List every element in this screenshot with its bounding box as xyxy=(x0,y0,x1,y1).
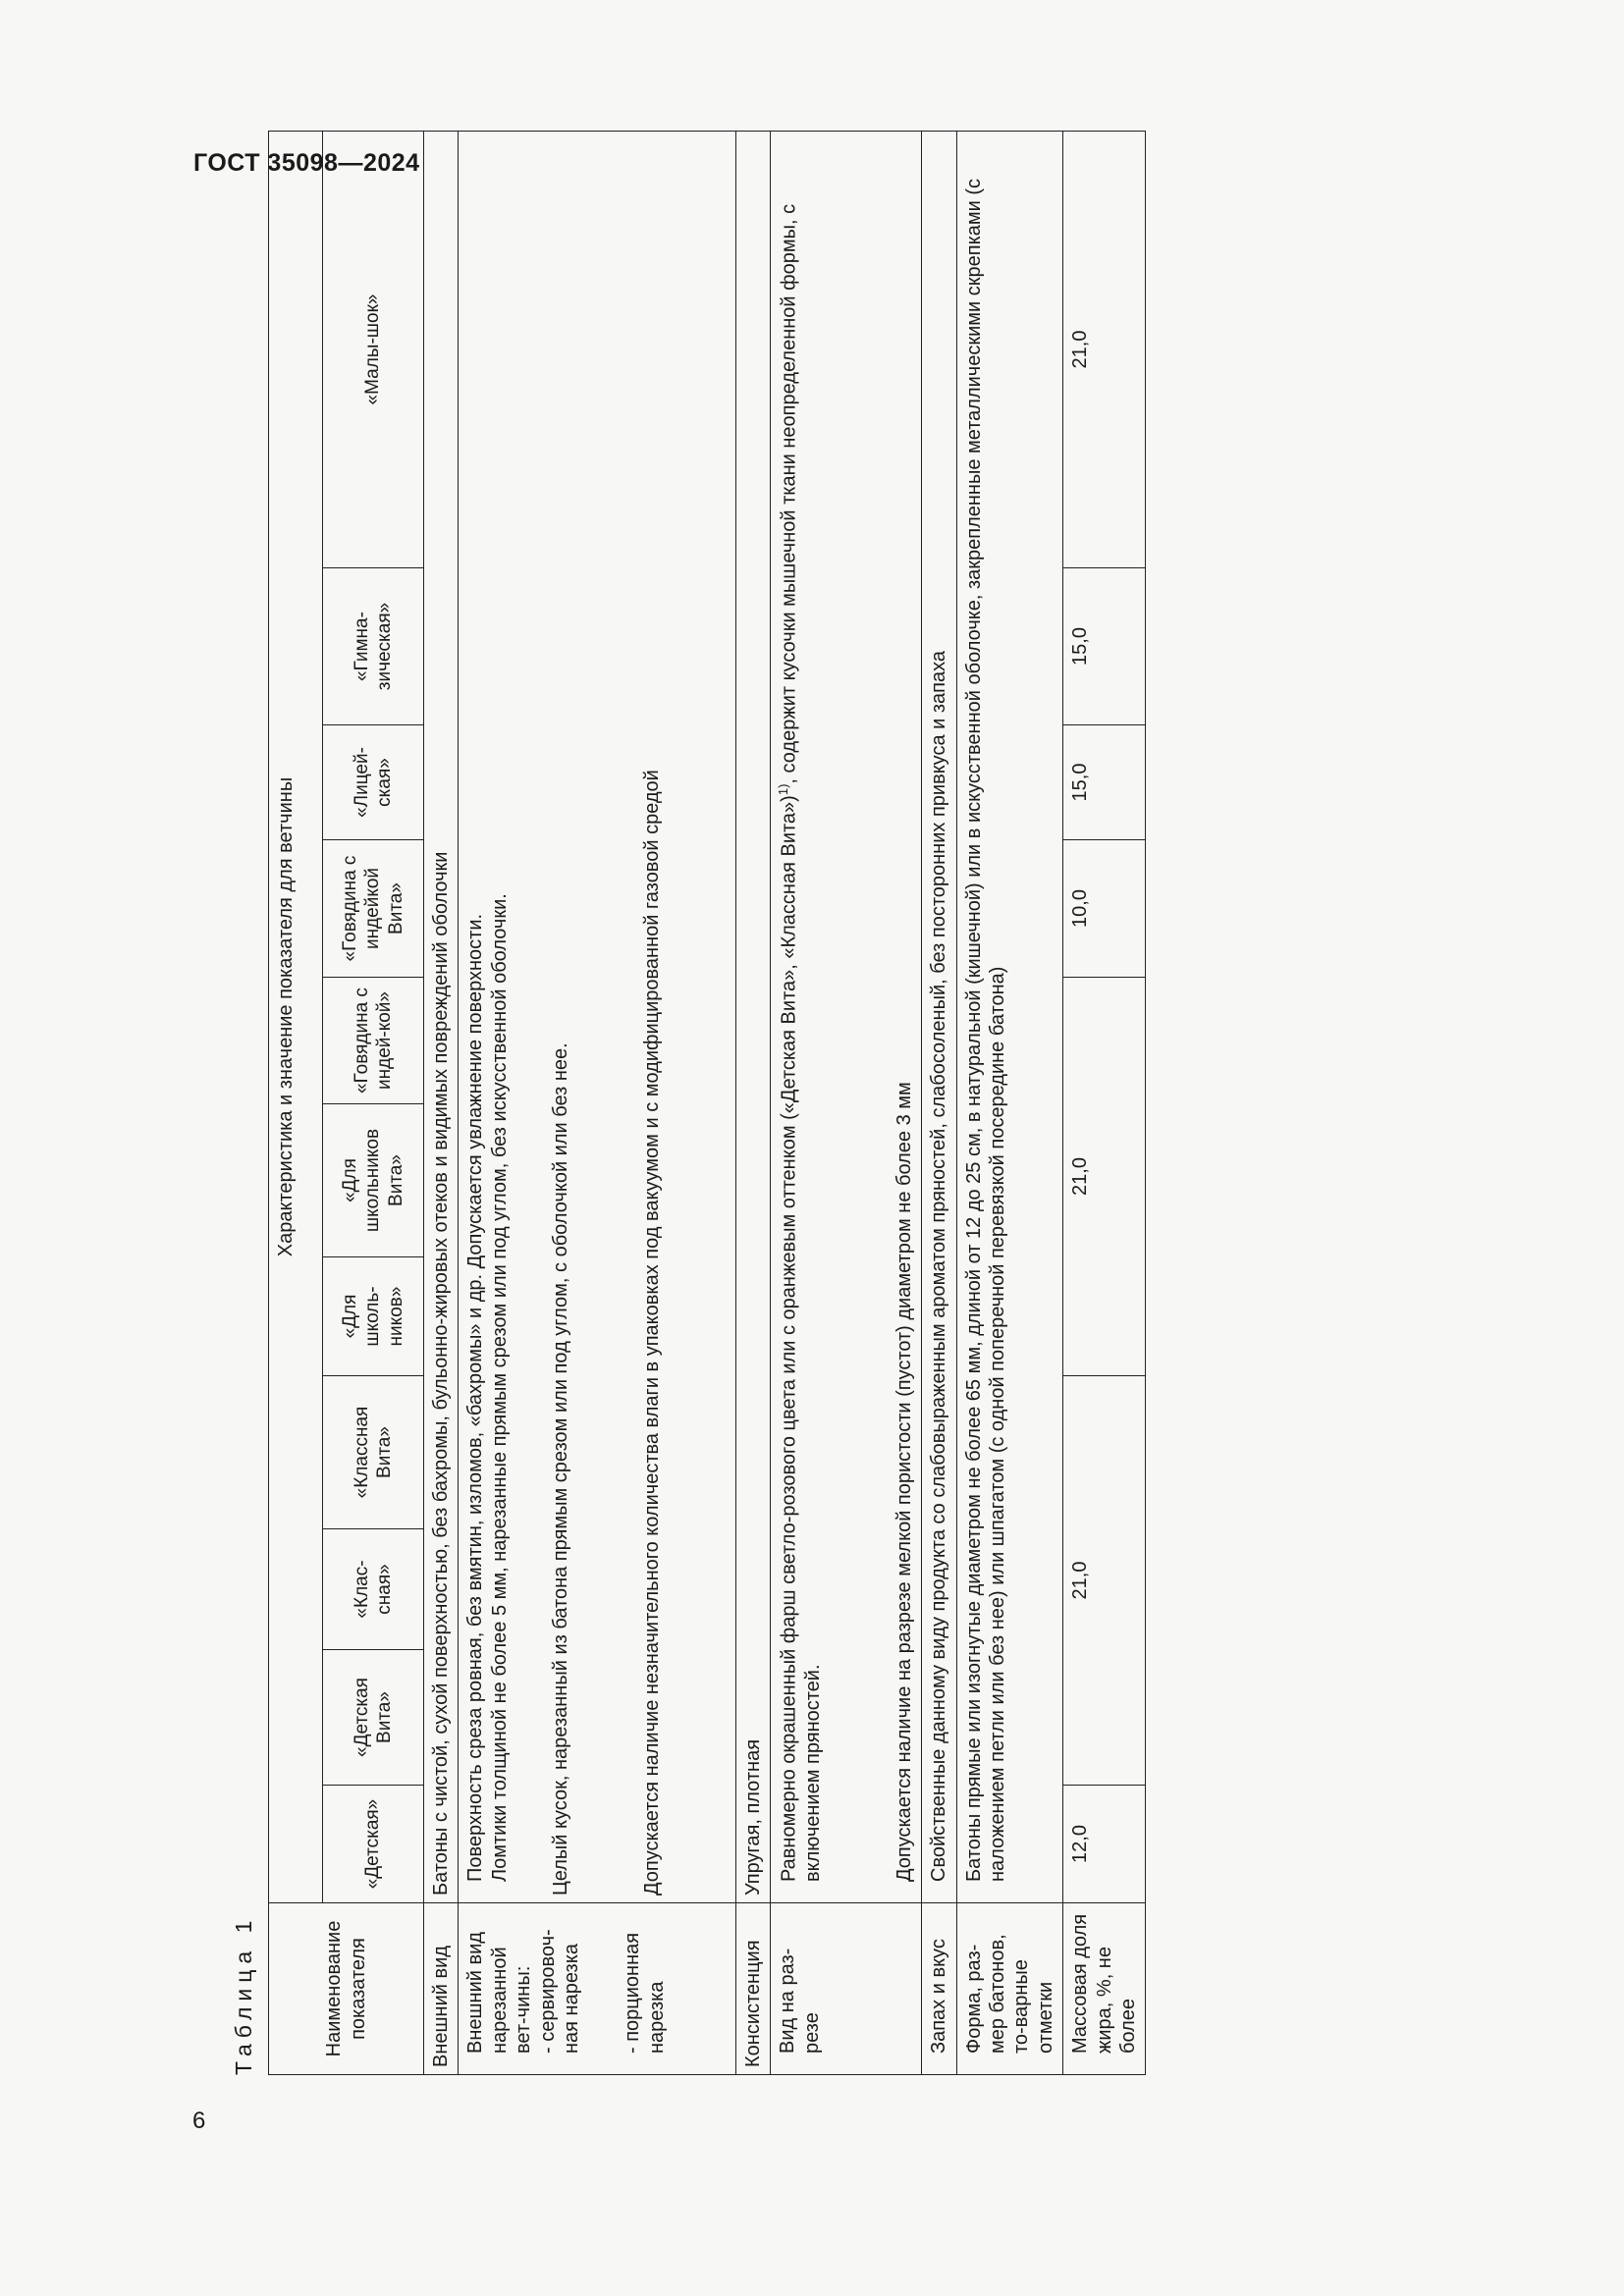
row-name-cell xyxy=(771,1903,922,2075)
row-name: Форма, раз-мер батонов, то-варные отметки xyxy=(962,1934,1056,2054)
product-header: «Для школьников Вита» xyxy=(323,1104,424,1257)
fat-value: 21,0 xyxy=(1063,978,1146,1376)
table-caption: Таблица 1 xyxy=(231,1914,256,2075)
table-row-form xyxy=(956,132,1063,2075)
row-text-cell xyxy=(771,132,922,1903)
product-header: «Детская» xyxy=(323,1786,424,1903)
product-header: «Гимна-зическая» xyxy=(323,568,424,725)
product-header: «Детская Вита» xyxy=(323,1650,424,1786)
product-header: «Малы-шок» xyxy=(323,132,424,568)
row-text: Ломтики толщиной не более 5 мм, нарезанные прямым срезом или под углом, без искусственной оболочки. xyxy=(488,893,511,1882)
product-header: «Лицей-ская» xyxy=(323,725,424,840)
fat-value: 21,0 xyxy=(1063,132,1146,568)
standard-code: ГОСТ 35098—2024 xyxy=(193,149,420,177)
table-row-smell xyxy=(922,132,956,2075)
row-text-cell xyxy=(459,132,736,1903)
row-text-cell xyxy=(956,132,1063,1903)
col-name-header: Наименование показателя xyxy=(269,1903,424,2075)
row-text-block xyxy=(776,138,825,1896)
row-name: Внешний вид xyxy=(424,1903,459,2075)
spec-table xyxy=(268,131,1146,2075)
row-text: , содержит кусочки мышечной ткани неопределенной формы, с включением пряностей. xyxy=(779,203,825,1882)
row-text: Свойственные данному виду продукта со слабовыраженным ароматом пряностей, слабосоленый, без посторонних привкуса и запаха xyxy=(928,650,950,1882)
row-name: Запах и вкус xyxy=(928,1939,950,2054)
row-text-cell xyxy=(922,132,956,1903)
table-row-sliced xyxy=(459,132,736,2075)
fat-value: 15,0 xyxy=(1063,725,1146,840)
row-subname: - порционная нарезка xyxy=(622,1932,668,2054)
table-row-consistency xyxy=(735,132,770,2075)
row-subname: - сервировоч-ная нарезка xyxy=(536,1929,582,2054)
row-name: Вид на раз-резе xyxy=(777,1948,823,2054)
product-header: «Классная Вита» xyxy=(323,1376,424,1529)
row-text: Упругая, плотная xyxy=(735,132,770,1903)
row-name: Консистенция xyxy=(735,1903,770,2075)
row-text: Равномерно окрашенный фарш светло-розового цвета или с оранжевым оттенком («Детская Вита», «Классная Вита») xyxy=(779,795,800,1882)
fat-value: 10,0 xyxy=(1063,840,1146,978)
table-row-fat xyxy=(1063,132,1146,2075)
row-text: Допускается наличие незначительного количества влаги в упаковках под вакуумом и с модифицированной газовой средой xyxy=(640,770,663,1896)
page-number: 6 xyxy=(192,2108,206,2134)
row-text: Батоны прямые или изогнутые диаметром не более 65 мм, длиной от 12 до 25 см, в натуральной (кишечной) или в искусственной оболочке, закрепленные металлическими скрепками (с наложением петли или без нее) или шпагатом (с одной поперечной перевязкой посередине батона) xyxy=(962,178,1008,1882)
product-header: «Говядина с индейкой Вита» xyxy=(323,840,424,978)
row-text: Поверхность среза ровная, без вмятин, изломов, «бахромы» и др. Допускается увлажнение поверхности. xyxy=(464,913,487,1882)
fat-value: 12,0 xyxy=(1063,1786,1146,1903)
row-name-cell xyxy=(1063,1903,1146,2075)
product-header: «Для школь-ников» xyxy=(323,1257,424,1376)
footnote-marker: 1) xyxy=(776,783,791,796)
header-row-2 xyxy=(323,132,424,2075)
header-row-1 xyxy=(269,132,323,2075)
row-text: Батоны с чистой, сухой поверхностью, без бахромы, бульонно-жировых отеков и видимых повреждений оболочки xyxy=(424,132,459,1903)
fat-value: 15,0 xyxy=(1063,568,1146,725)
group-header: Характеристика и значение показателя для ветчины xyxy=(269,132,323,1903)
row-name-cell xyxy=(459,1903,736,2075)
table-row-cut xyxy=(771,132,922,2075)
row-name: Внешний вид нарезанной вет-чины: xyxy=(464,1932,535,2054)
rotated-table-block xyxy=(231,178,1409,2075)
row-name-cell xyxy=(922,1903,956,2075)
product-header: «Говядина с индей-кой» xyxy=(323,978,424,1104)
row-text: Допускается наличие на разрезе мелкой пористости (пустот) диаметром не более 3 мм xyxy=(893,1082,915,1882)
row-name: Массовая доля жира, %, не более xyxy=(1069,1913,1139,2054)
product-header: «Клас-сная» xyxy=(323,1529,424,1650)
row-text: Целый кусок, нарезанный из батона прямым срезом или под углом, с оболочкой или без нее. xyxy=(550,1042,572,1896)
fat-value: 21,0 xyxy=(1063,1376,1146,1786)
row-name-cell xyxy=(956,1903,1063,2075)
table-row-appearance xyxy=(424,132,459,2075)
